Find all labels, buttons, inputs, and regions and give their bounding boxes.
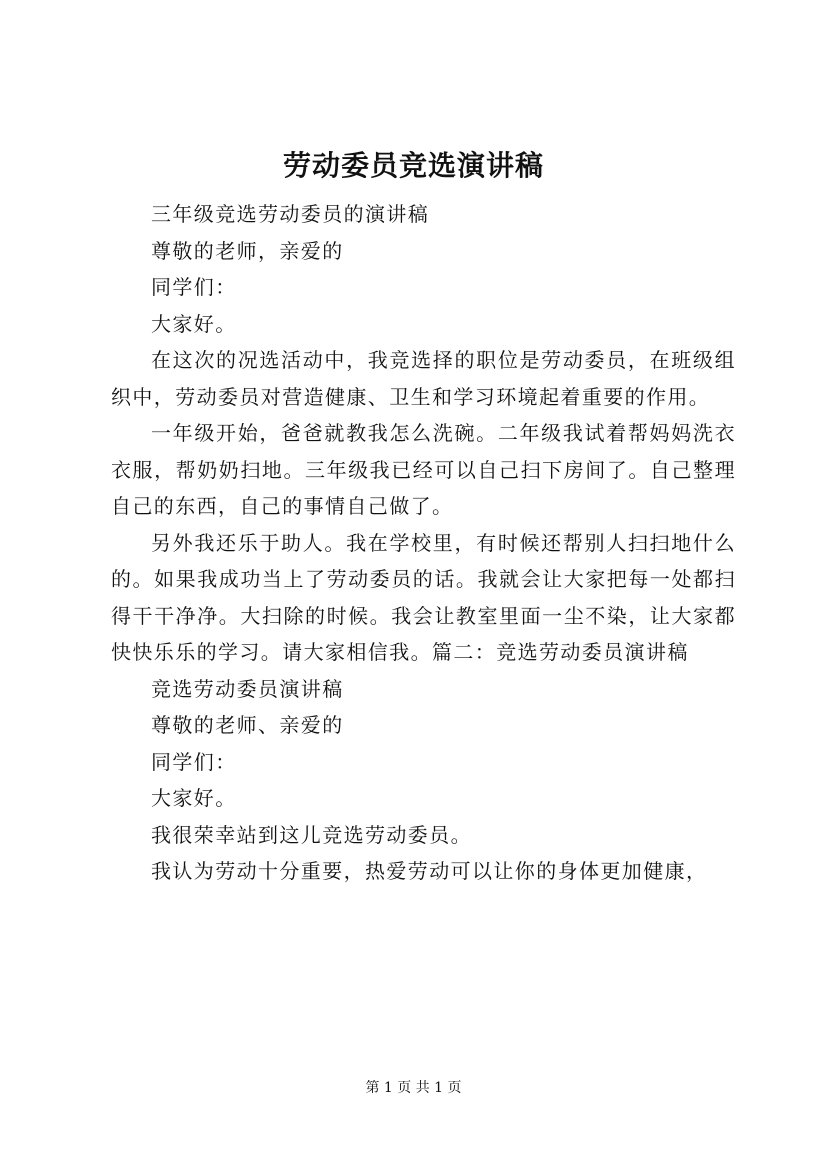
paragraph: 三年级竞选劳动委员的演讲稿 bbox=[151, 202, 430, 226]
paragraph: 同学们： bbox=[151, 275, 237, 299]
paragraph: 同学们： bbox=[151, 749, 237, 774]
paragraph: 大家好。 bbox=[151, 311, 237, 336]
page-footer: 第 1 页 共 1 页 bbox=[365, 1080, 462, 1096]
paragraph: 尊敬的老师，亲爱的 bbox=[151, 238, 344, 263]
paragraph: 尊敬的老师、亲爱的 bbox=[151, 713, 344, 737]
paragraph: 我认为劳动十分重要，热爱劳动可以让你的身体更加健康， bbox=[151, 859, 708, 883]
document-title: 劳动委员竞选演讲稿 bbox=[282, 149, 544, 182]
paragraph: 竞选劳动委员演讲稿 bbox=[151, 676, 344, 701]
paragraph: 另外我还乐于助人。我在学校里，有时候还帮别人扫扫地什么的。如果我成功当上了劳动委员的话。我就会让大家把每一处都扫得干干净净。大扫除的时候。我会让教室里面一尘不染，让大家都快快乐乐的学习。请大家相信我。篇二：竞选劳动委员演讲稿 bbox=[111, 530, 736, 664]
paragraph: 我很荣幸站到这儿竞选劳动委员。 bbox=[151, 822, 472, 847]
paragraph: 一年级开始，爸爸就教我怎么洗碗。二年级我试着帮妈妈洗衣衣服，帮奶奶扫地。三年级我已经可以自己扫下房间了。自己整理自己的东西，自己的事情自己做了。 bbox=[111, 421, 736, 518]
paragraph: 在这次的况选活动中，我竞选择的职位是劳动委员，在班级组织中，劳动委员对营造健康、卫生和学习环境起着重要的作用。 bbox=[111, 348, 736, 409]
paragraph: 大家好。 bbox=[151, 786, 237, 810]
document-body bbox=[111, 196, 736, 890]
